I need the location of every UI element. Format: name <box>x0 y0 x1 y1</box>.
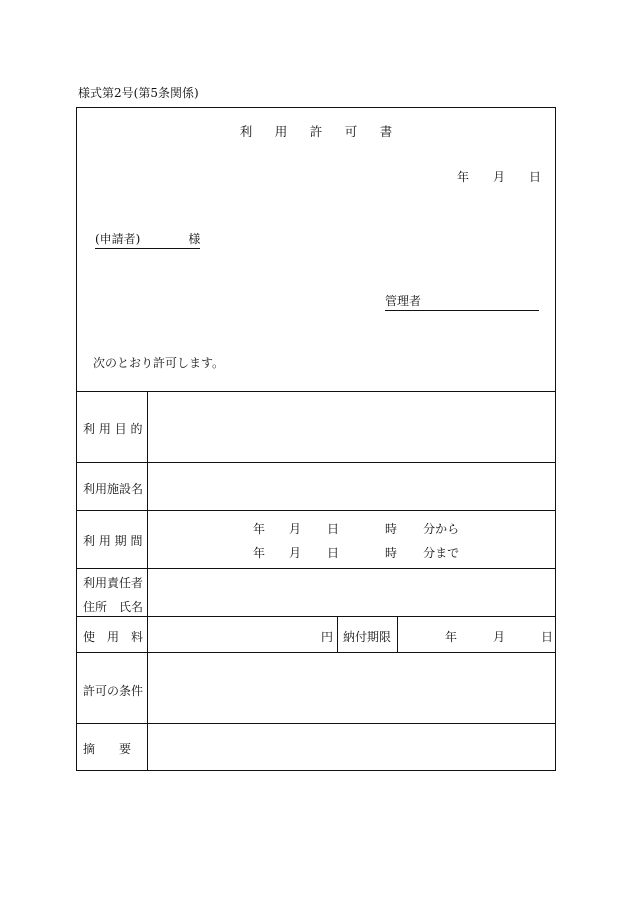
end-day: 日 <box>327 546 340 560</box>
end-minute: 分まで <box>423 546 460 560</box>
applicant-label: (申請者) <box>95 232 141 246</box>
start-hour: 時 <box>385 522 398 536</box>
deadline-day: 日 <box>541 630 554 644</box>
row-divider <box>77 652 555 653</box>
row-divider <box>77 391 555 392</box>
end-month: 月 <box>289 546 302 560</box>
conditions-label: 許可の条件 <box>83 684 144 698</box>
row-divider <box>77 723 555 724</box>
end-year: 年 <box>253 546 266 560</box>
deadline-month: 月 <box>493 630 506 644</box>
fee-divider <box>397 616 398 652</box>
intro-text: 次のとおり許可します。 <box>93 356 225 370</box>
period-start[interactable] <box>253 520 459 537</box>
permit-form <box>76 107 556 771</box>
row-divider <box>77 568 555 569</box>
title-char: 許 <box>309 124 323 139</box>
label-column-divider <box>147 391 148 771</box>
title-char: 可 <box>344 124 358 139</box>
issue-date <box>457 168 541 185</box>
responsible-label-line1: 利用責任者 <box>83 576 144 590</box>
document-title <box>77 122 555 140</box>
deadline-date[interactable] <box>445 628 553 645</box>
applicant-honorific: 様 <box>188 232 201 246</box>
month-label: 月 <box>493 170 506 184</box>
deadline-year: 年 <box>445 630 458 644</box>
end-hour: 時 <box>385 546 398 560</box>
deadline-label: 納付期限 <box>343 630 392 644</box>
title-char: 利 <box>239 124 253 139</box>
manager-label: 管理者 <box>385 294 422 308</box>
day-label: 日 <box>529 170 542 184</box>
start-year: 年 <box>253 522 266 536</box>
applicant-field[interactable] <box>95 230 200 249</box>
year-label: 年 <box>457 170 470 184</box>
facility-label: 利用施設名 <box>83 482 144 496</box>
start-month: 月 <box>289 522 302 536</box>
title-char: 用 <box>274 124 288 139</box>
fee-label: 使 用 料 <box>83 630 144 644</box>
title-char: 書 <box>379 124 393 139</box>
row-divider <box>77 462 555 463</box>
fee-divider <box>337 616 338 652</box>
manager-field[interactable] <box>385 292 539 311</box>
purpose-label: 利 用 目 的 <box>83 422 143 436</box>
responsible-label-line2: 住所 氏名 <box>83 600 144 614</box>
period-end[interactable] <box>253 544 459 561</box>
row-divider <box>77 616 555 617</box>
form-number: 様式第2号(第5条関係) <box>78 86 199 100</box>
row-divider <box>77 510 555 511</box>
remarks-label: 摘 要 <box>83 742 132 756</box>
fee-unit: 円 <box>321 630 334 644</box>
start-minute: 分から <box>423 522 460 536</box>
period-label: 利 用 期 間 <box>83 534 143 548</box>
start-day: 日 <box>327 522 340 536</box>
